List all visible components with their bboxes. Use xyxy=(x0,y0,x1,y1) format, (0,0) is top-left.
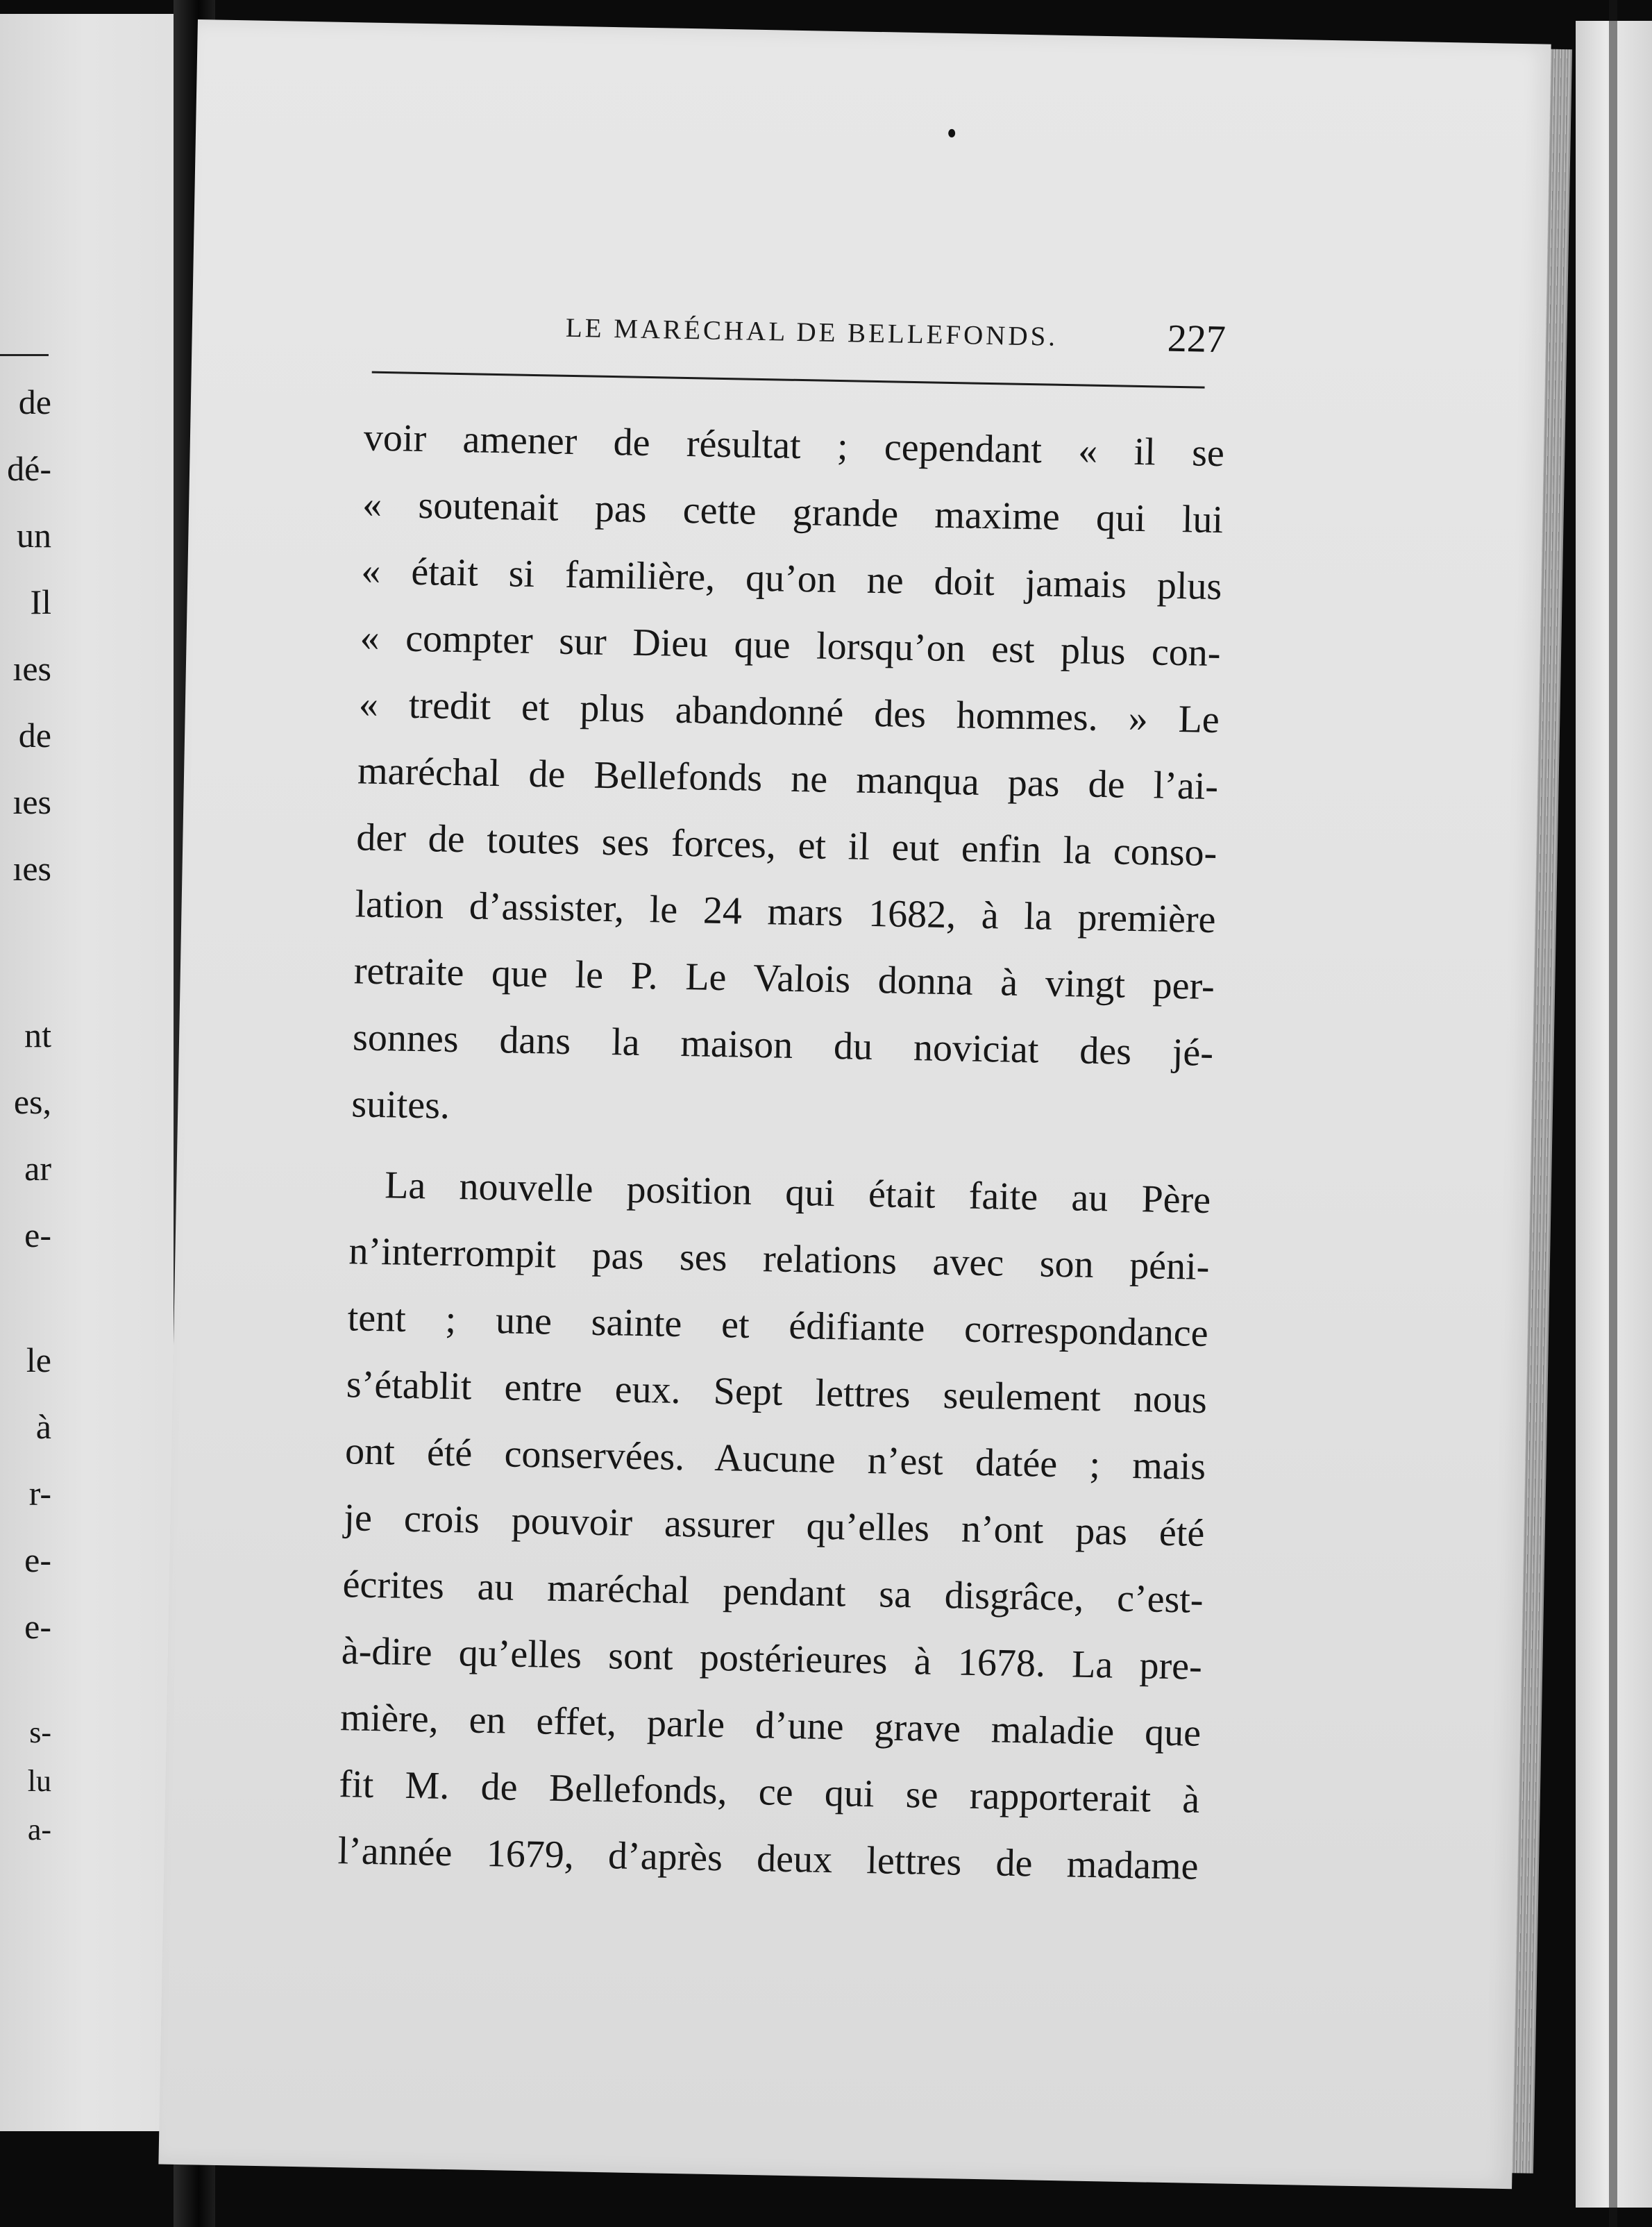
text-line: voir amener de résultat ; cependant « il se xyxy=(363,416,1225,476)
text-line: à-dire qu’elles sont postérieures à 1678. La pre- xyxy=(341,1629,1203,1688)
text-line: je crois pouvoir assurer qu’elles n’ont pas été xyxy=(343,1496,1205,1555)
left-line-ending: lu xyxy=(27,1764,51,1798)
text-line: retraite que le P. Le Valois donna à vingt per- xyxy=(353,949,1215,1009)
page-header xyxy=(198,19,1551,362)
left-line-ending: un xyxy=(17,516,51,555)
left-line-ending: nt xyxy=(24,1016,51,1054)
left-line-ending: de xyxy=(18,383,51,421)
left-line-ending: le xyxy=(26,1341,51,1379)
text-line: l’année 1679, d’après deux lettres de madame xyxy=(337,1829,1199,1888)
left-line-ending: es, xyxy=(13,1082,51,1121)
text-line: « était si familière, qu’on ne doit jamais plus xyxy=(360,549,1222,609)
paragraph xyxy=(351,404,1225,1153)
text-line: s’établit entre eux. Sept lettres seulement nous xyxy=(346,1363,1208,1422)
text-line: der de toutes ses forces, et il eut enfin la conso- xyxy=(355,816,1217,875)
text-line: mière, en effet, parle d’une grave maladie que xyxy=(339,1696,1202,1755)
left-line-ending: e- xyxy=(24,1216,51,1254)
text-line: suites. xyxy=(351,1082,450,1127)
left-line-ending: ar xyxy=(24,1149,51,1188)
text-line: « compter sur Dieu que lorsqu’on est plus con- xyxy=(360,616,1222,675)
left-line-ending: s- xyxy=(29,1715,51,1749)
page-number: 227 xyxy=(1167,317,1227,362)
body-text xyxy=(337,404,1225,1899)
left-line-ending: ıes xyxy=(12,649,51,688)
left-line-ending: Il xyxy=(30,582,51,621)
left-page-header-rule xyxy=(0,354,49,356)
text-line: fit M. de Bellefonds, ce qui se rapporterait à xyxy=(338,1763,1200,1822)
left-line-ending: de xyxy=(18,716,51,755)
text-line: sonnes dans la maison du noviciat des jé- xyxy=(352,1016,1214,1075)
left-line-ending: ıes xyxy=(12,782,51,821)
left-line-ending: r- xyxy=(28,1474,51,1513)
text-line: maréchal de Bellefonds ne manqua pas de l’ai- xyxy=(357,749,1219,809)
left-line-ending: e- xyxy=(24,1540,51,1579)
left-line-ending: dé- xyxy=(7,449,51,488)
text-line: « tredit et plus abandonné des hommes. » Le xyxy=(358,682,1220,742)
right-board-shadow xyxy=(1609,0,1617,2227)
text-line: écrites au maréchal pendant sa disgrâce, c’est- xyxy=(342,1563,1204,1622)
left-line-ending: a- xyxy=(27,1813,51,1847)
text-line: tent ; une sainte et édifiante correspondance xyxy=(347,1296,1209,1355)
left-line-ending: ıes xyxy=(12,849,51,888)
text-line: La nouvelle position qui était faite au Père xyxy=(384,1163,1211,1222)
running-title: LE MARÉCHAL DE BELLEFONDS. xyxy=(565,312,1059,352)
header-rule xyxy=(372,371,1205,389)
text-line: n’interrompit pas ses relations avec son péni- xyxy=(348,1229,1210,1289)
paragraph xyxy=(337,1151,1211,1900)
text-line: ont été conservées. Aucune n’est datée ; mais xyxy=(344,1429,1206,1488)
right-page xyxy=(158,19,1551,2189)
ink-speck xyxy=(948,129,955,137)
left-line-ending: e- xyxy=(24,1607,51,1646)
left-line-ending: à xyxy=(35,1407,51,1446)
text-line: lation d’assister, le 24 mars 1682, à la première xyxy=(355,882,1217,942)
text-line: « soutenait pas cette grande maxime qui lui xyxy=(362,482,1224,542)
